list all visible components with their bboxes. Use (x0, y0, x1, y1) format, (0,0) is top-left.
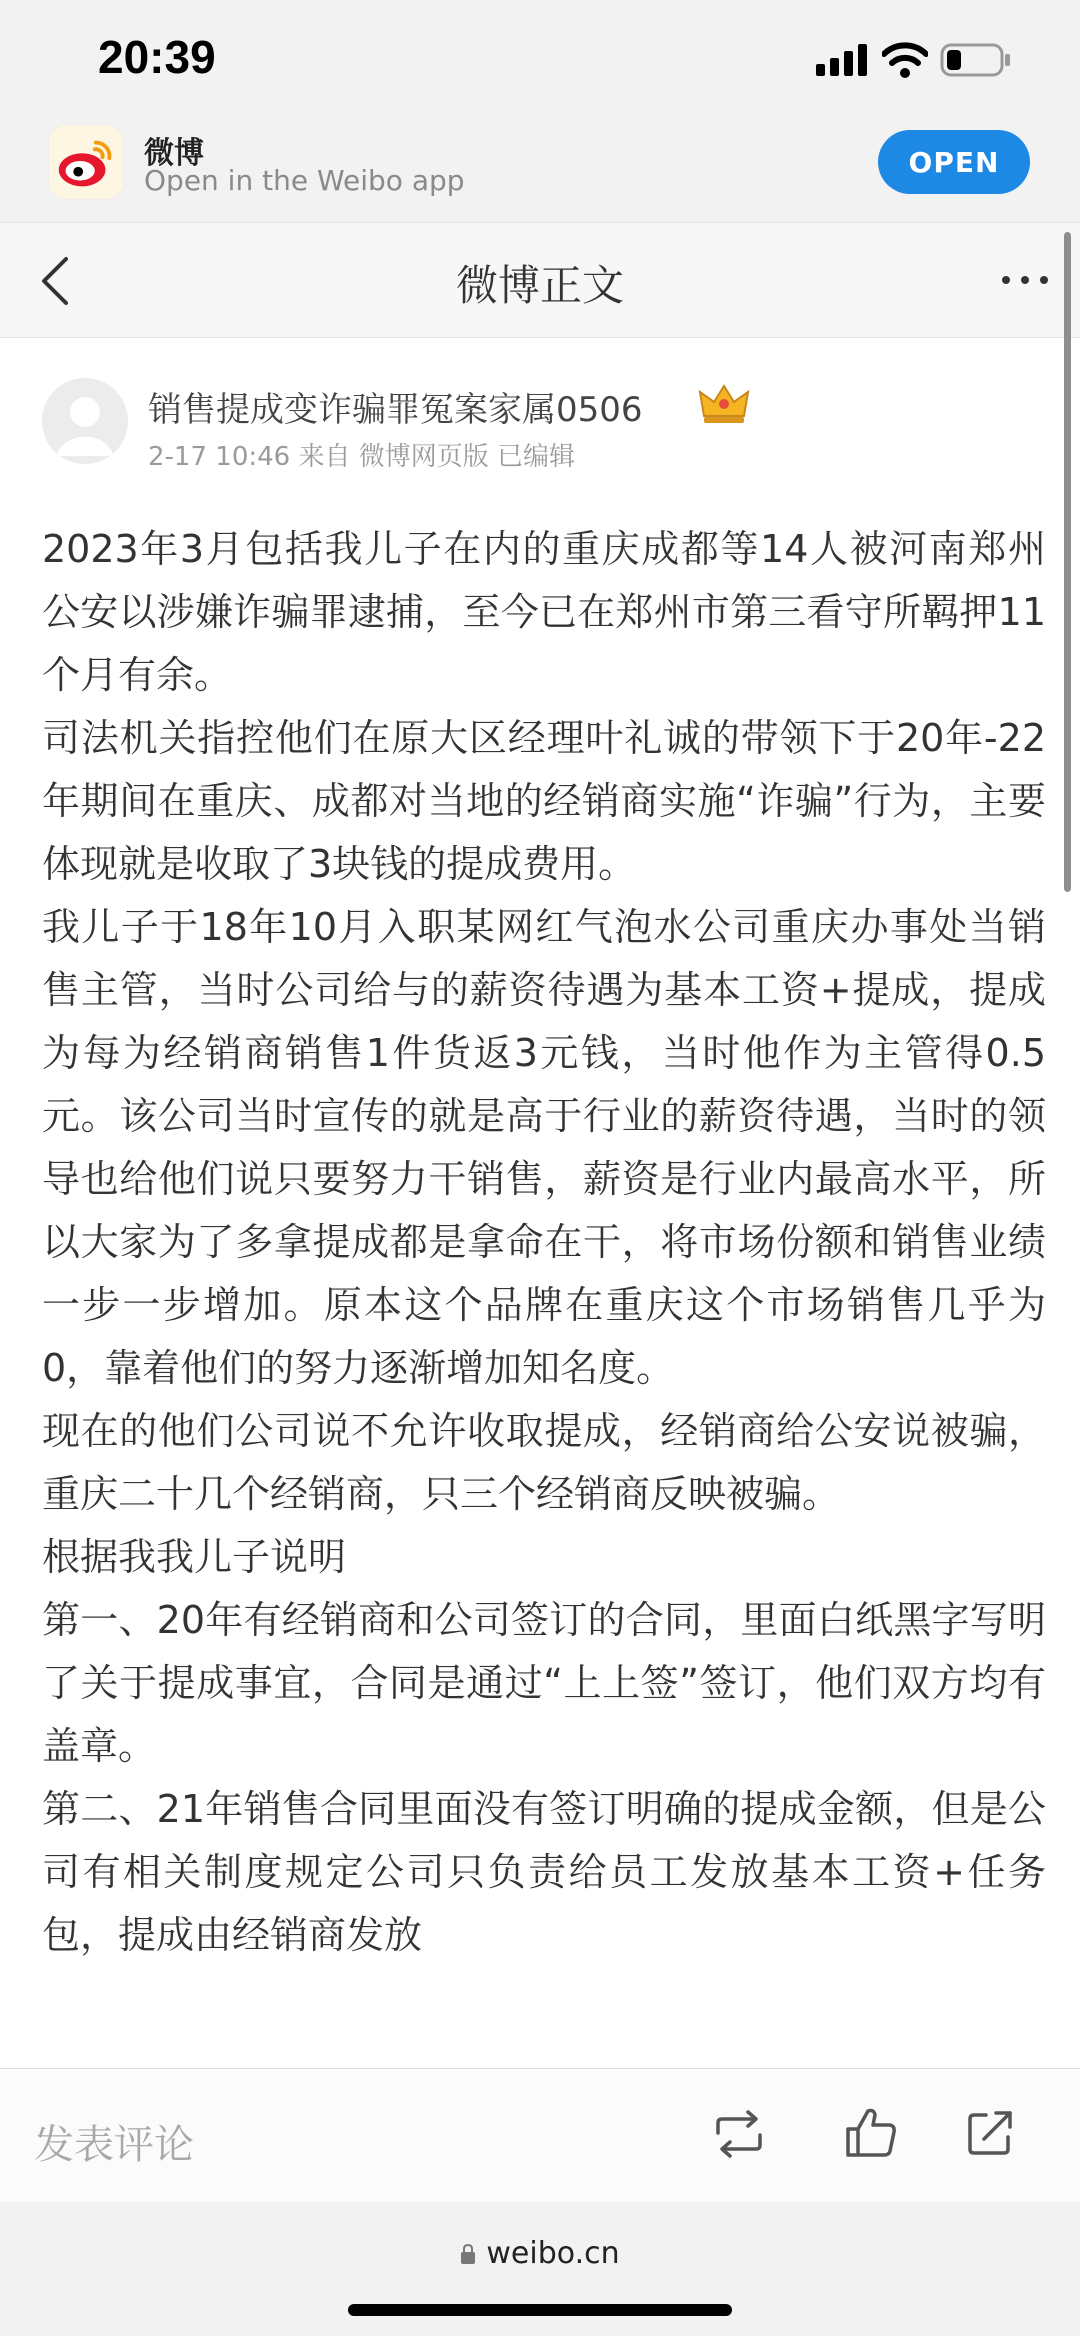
post-action-bar (0, 2068, 1080, 2202)
weibo-logo-icon (48, 124, 124, 200)
post-paragraph: 司法机关指控他们在原大区经理叶礼诚的带领下于20年-22年期间在重庆、成都对当地的经销商实施“诈骗”行为，主要体现就是收取了3块钱的提成费用。 (42, 716, 1046, 886)
post-paragraph: 我儿子于18年10月入职某网红气泡水公司重庆办事处当销售主管，当时公司给与的薪资待遇为基本工资+提成，提成为每为经销商销售1件货返3元钱，当时他作为主管得0.5元。该公司当时宣传的就是高于行业的薪资待遇，当时的领导也给他们说只要努力干销售，薪资是行业内最高水平，所以大家为了多拿提成都是拿命在干，将市场份额和销售业绩一步一步增加。原本这个品牌在重庆这个市场销售几乎为0，靠着他们的努力逐渐增加知名度。 (42, 905, 1046, 1390)
open-app-button[interactable]: OPEN (878, 130, 1030, 194)
crown-badge-icon (698, 382, 750, 426)
more-options-icon[interactable] (1000, 273, 1050, 287)
post-paragraph: 2023年3月包括我儿子在内的重庆成都等14人被河南郑州公安以涉嫌诈骗罪逮捕，至今已在郑州市第三看守所羁押11个月有余。 (42, 527, 1046, 697)
home-indicator (348, 2304, 732, 2316)
post-content (0, 338, 1080, 2068)
status-time: 20:39 (98, 31, 216, 83)
page-title: 微博正文 (455, 261, 624, 310)
post-paragraph: 第二、21年销售合同里面没有签订明确的提成金额，但是公司有相关制度规定公司只负责给员工发放基本工资+任务包，提成由经销商发放 (42, 1787, 1046, 1957)
scrollbar[interactable] (1064, 232, 1071, 892)
lock-icon (460, 2243, 476, 2265)
post-paragraph: 第一、20年有经销商和公司签订的合同，里面白纸黑字写明了关于提成事宜，合同是通过“上上签”签订，他们双方均有盖章。 (42, 1598, 1046, 1768)
nav-header (0, 222, 1080, 338)
browser-bottom-bar (0, 2202, 1080, 2336)
app-subtitle: Open in the Weibo app (144, 164, 465, 197)
repost-icon[interactable] (712, 2109, 766, 2159)
post-paragraph: 现在的他们公司说不允许收取提成，经销商给公安说被骗，重庆二十几个经销商，只三个经销商反映被骗。 (42, 1409, 1046, 1516)
default-avatar-icon (42, 378, 128, 464)
avatar[interactable] (42, 378, 128, 464)
post-body (42, 518, 1046, 1967)
post-meta: 2-17 10:46 来自 微博网页版 已编辑 (148, 442, 575, 472)
author-name[interactable]: 销售提成变诈骗罪冤案家属0506 (148, 390, 643, 430)
like-icon[interactable] (844, 2105, 898, 2159)
url-display[interactable] (0, 2236, 1080, 2271)
open-in-app-banner (0, 120, 1080, 222)
battery-icon (940, 42, 1012, 78)
post-paragraph: 根据我我儿子说明 (42, 1535, 347, 1579)
app-name: 微博 (144, 136, 204, 171)
share-icon[interactable] (966, 2109, 1014, 2157)
comment-input[interactable]: 发表评论 (34, 2122, 194, 2168)
status-bar (0, 0, 1080, 120)
cellular-signal-icon (816, 44, 870, 76)
wifi-icon (882, 42, 928, 78)
url-text: weibo.cn (486, 2236, 620, 2271)
